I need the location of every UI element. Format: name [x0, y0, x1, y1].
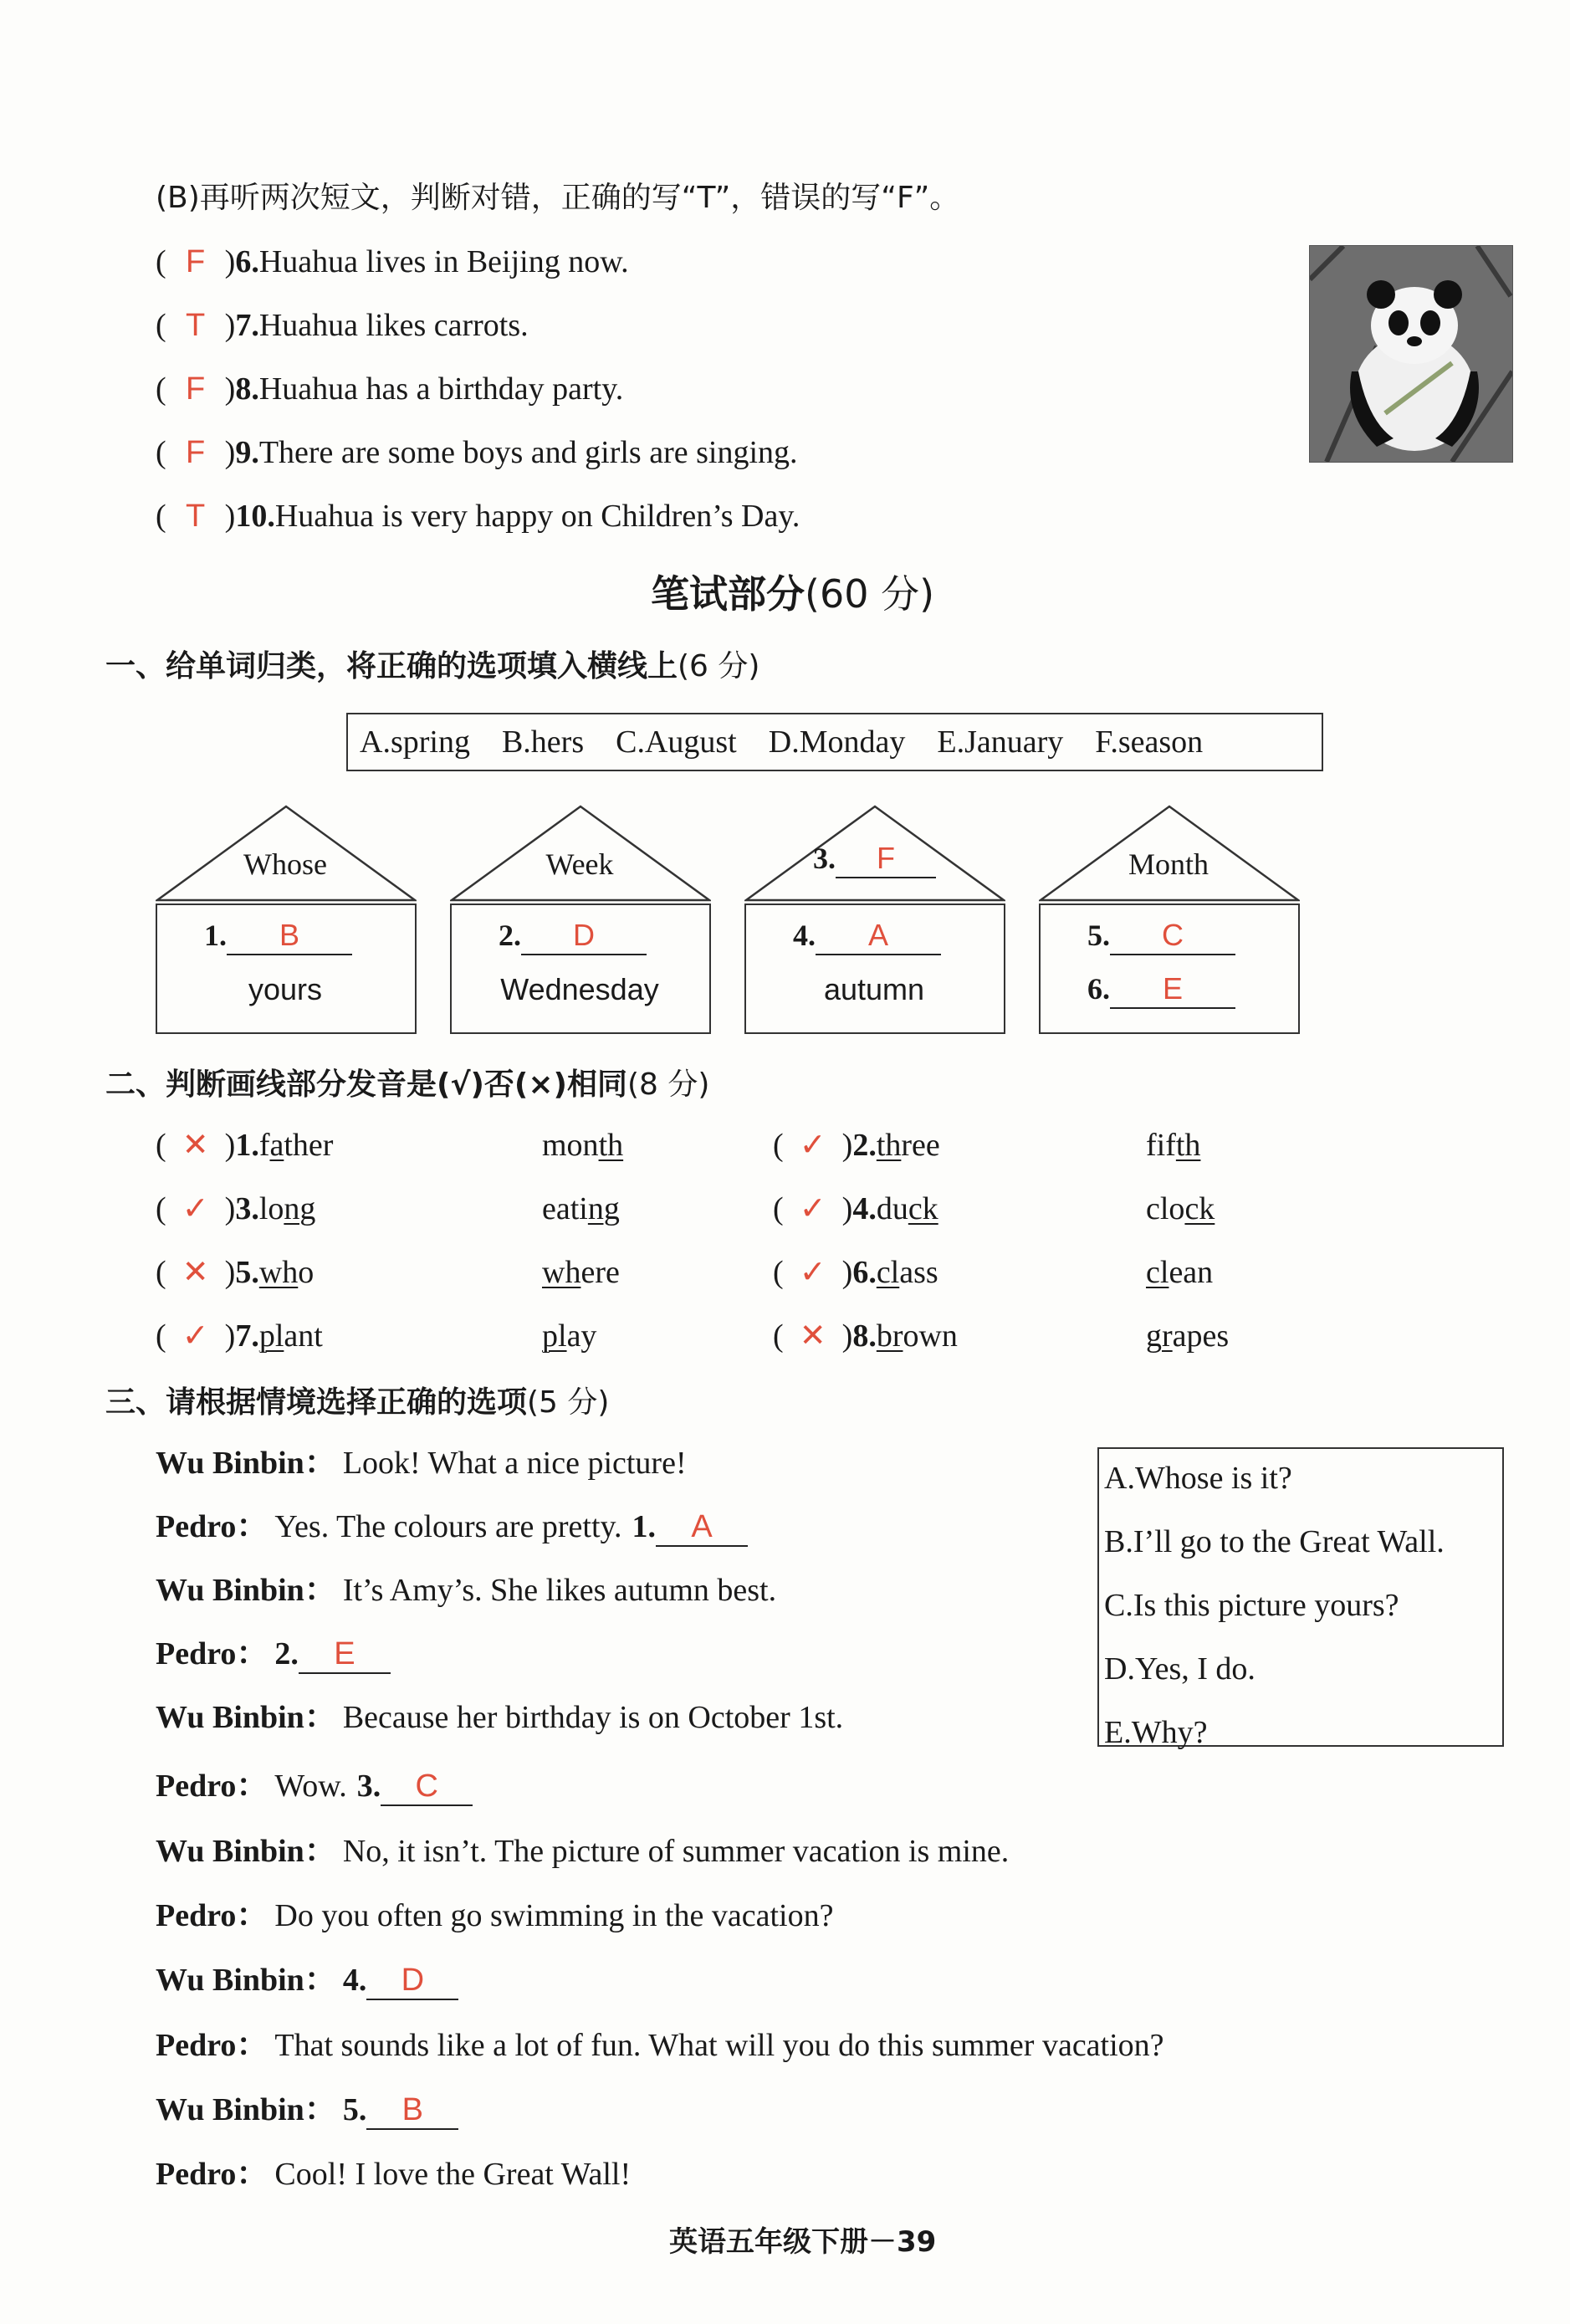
dialogue-text: It’s Amy’s. She likes autumn best. [342, 1573, 777, 1608]
blank-number: 3. [813, 842, 836, 875]
sec2-item [156, 1315, 323, 1357]
dialogue-line [156, 1959, 458, 2001]
speaker-colon: ： [304, 1573, 336, 1608]
answer-mark: E [1110, 970, 1235, 1009]
answer-mark: ✓ [799, 1255, 826, 1290]
sec2-compare-word [542, 1124, 623, 1166]
paren-close: ) [841, 1318, 853, 1354]
partB-item [156, 432, 798, 474]
speaker-colon: ： [304, 1700, 336, 1735]
paren-close: ) [224, 308, 236, 343]
sec2-compare-word [542, 1188, 620, 1230]
sec3-points: (5 分) [527, 1385, 610, 1420]
speaker-colon: ： [236, 1898, 268, 1933]
partB-instruction: (B)再听两次短文，判断对错，正确的写“T”，错误的写“F”。 [156, 181, 960, 215]
page-footer [669, 2219, 936, 2260]
paren-close: ) [841, 1191, 853, 1226]
item-number: 6. [852, 1255, 877, 1290]
dialogue-line [156, 2025, 1174, 2066]
item-number: 5. [235, 1255, 259, 1290]
dialogue-text: Yes. The colours are pretty. [274, 1509, 622, 1544]
speaker-name: Pedro [156, 2028, 237, 2063]
item-text: Huahua lives in Beijing now. [258, 244, 629, 279]
dialogue-text: Look! What a nice picture! [342, 1446, 687, 1481]
sec3-heading [105, 1379, 609, 1421]
sec3-option-box [1097, 1447, 1504, 1750]
answer-mark: A [816, 917, 941, 955]
item-text: There are some boys and girls are singing. [258, 435, 798, 470]
paren-close: ) [224, 1128, 236, 1163]
paren-close: ) [224, 371, 236, 407]
house-blank-1 [1087, 917, 1235, 955]
partB-item [156, 305, 529, 346]
sec2-compare-word [1146, 1252, 1213, 1293]
answer-mark: ✓ [799, 1128, 826, 1163]
dialogue-option: A.Whose is it? [1104, 1461, 1292, 1496]
page-number: 39 [897, 2225, 937, 2259]
paren-open: ( [156, 1191, 166, 1226]
speaker-colon: ： [236, 1636, 268, 1671]
sec1-option-list [360, 721, 1235, 763]
footer-sep: － [868, 2225, 897, 2259]
speaker-colon: ： [236, 2157, 268, 2192]
dialogue-option: B.I’ll go to the Great Wall. [1104, 1524, 1445, 1559]
sec2-item [156, 1252, 314, 1293]
house-roof-label: Month [1128, 847, 1209, 881]
house-example-word: Wednesday [500, 972, 659, 1006]
answer-mark: E [299, 1636, 391, 1674]
word-option: D.Monday [768, 724, 906, 760]
dialogue-line [156, 1895, 843, 1937]
word1-part: ant [284, 1318, 323, 1354]
answer-mark: ✓ [182, 1318, 209, 1354]
word1-part: own [903, 1318, 958, 1354]
word2-underlined: cl [1146, 1255, 1169, 1290]
word1-underlined: th [876, 1128, 902, 1163]
dialogue-option: D.Yes, I do. [1104, 1651, 1255, 1687]
blank-number: 1. [632, 1509, 657, 1544]
written-section-title [651, 564, 934, 619]
dialogue-text: Cool! I love the Great Wall! [274, 2157, 632, 2192]
word2-underlined: gr [1146, 1318, 1173, 1354]
word2-part: apes [1172, 1318, 1230, 1354]
written-title-text: 笔试部分 [651, 571, 805, 617]
answer-mark: ✕ [182, 1255, 209, 1290]
word2-underlined: ng [587, 1191, 620, 1226]
answer-mark: A [656, 1508, 748, 1547]
word1-underlined: ng [284, 1191, 316, 1226]
word1-underlined: br [876, 1318, 903, 1354]
partB-item [156, 241, 629, 283]
speaker-colon: ： [304, 2092, 336, 2127]
paren-close: ) [224, 499, 236, 534]
blank-number: 4. [793, 919, 816, 952]
word1-underlined: wh [258, 1255, 299, 1290]
word2-part: ay [566, 1318, 597, 1354]
answer-mark: B [366, 2091, 458, 2130]
answer-mark: D [521, 917, 647, 955]
word2-part: fif [1146, 1128, 1176, 1163]
sec2-item [773, 1252, 938, 1293]
footer-label: 英语五年级下册 [669, 2225, 868, 2259]
item-number: 7. [235, 1318, 259, 1354]
paren-open: ( [156, 1255, 166, 1290]
word2-part: ean [1169, 1255, 1214, 1290]
paren-open: ( [773, 1128, 784, 1163]
word-option: F.season [1095, 724, 1204, 760]
word2-part: ere [580, 1255, 620, 1290]
word2-underlined: pl [542, 1318, 567, 1354]
sec2-heading [105, 1061, 709, 1103]
word2-part: clo [1146, 1191, 1185, 1226]
paren-open: ( [773, 1255, 784, 1290]
word1-part: lo [258, 1191, 284, 1226]
answer-mark: F [836, 840, 936, 878]
paren-open: ( [156, 435, 166, 470]
paren-open: ( [156, 244, 166, 279]
item-number: 4. [852, 1191, 877, 1226]
sec2-compare-word [1146, 1124, 1200, 1166]
speaker-colon: ： [304, 1834, 336, 1869]
blank-number: 5. [1087, 919, 1110, 952]
word1-part: f [258, 1128, 270, 1163]
speaker-name: Pedro [156, 1636, 237, 1671]
sec1-points: (6 分) [678, 649, 760, 683]
item-number: 2. [852, 1128, 877, 1163]
dialogue-line [156, 1442, 697, 1484]
panda-icon [1310, 246, 1512, 462]
sec2-compare-word [542, 1252, 620, 1293]
sec2-compare-word [1146, 1315, 1229, 1357]
item-number: 8. [852, 1318, 877, 1354]
speaker-name: Pedro [156, 1898, 237, 1933]
item-number: 7. [235, 308, 259, 343]
house-example-word: yours [248, 972, 323, 1006]
house-blank-1 [793, 917, 941, 955]
dialogue-line [156, 2153, 641, 2195]
item-text: Huahua has a birthday party. [258, 371, 624, 407]
paren-open: ( [773, 1191, 784, 1226]
speaker-name: Wu Binbin [156, 1573, 304, 1608]
sec2-item [773, 1188, 938, 1230]
house-blank-1 [204, 917, 352, 955]
dialogue-line [156, 1633, 391, 1675]
item-text: Huahua likes carrots. [258, 308, 529, 343]
item-text: Huahua is very happy on Children’s Day. [274, 499, 800, 534]
sec2-item [773, 1124, 940, 1166]
sec1-heading [105, 642, 759, 685]
paren-close: ) [224, 1191, 236, 1226]
paren-close: ) [224, 435, 236, 470]
paren-open: ( [156, 371, 166, 407]
word2-underlined: ck [1184, 1191, 1215, 1226]
blank-number: 4. [342, 1963, 367, 1998]
sec1-title: 一、给单词归类，将正确的选项填入横线上 [105, 649, 678, 683]
paren-open: ( [156, 499, 166, 534]
dialogue-text: Do you often go swimming in the vacation? [274, 1898, 834, 1933]
speaker-name: Pedro [156, 1509, 237, 1544]
partB-item [156, 368, 623, 410]
paren-open: ( [156, 1128, 166, 1163]
speaker-name: Pedro [156, 2157, 237, 2192]
dialogue-line [156, 1569, 786, 1611]
blank-number: 2. [499, 919, 521, 952]
house-blank-2 [1087, 970, 1235, 1009]
word1-part: du [876, 1191, 908, 1226]
partB-item [156, 495, 800, 537]
blank-number: 6. [1087, 972, 1110, 1006]
speaker-name: Wu Binbin [156, 1963, 304, 1998]
speaker-colon: ： [236, 1769, 268, 1804]
sec2-compare-word [542, 1315, 596, 1357]
paren-close: ) [224, 1255, 236, 1290]
house-roof-label: Whose [243, 847, 327, 881]
item-number: 10. [235, 499, 275, 534]
dialogue-text: That sounds like a lot of fun. What will you do this summer vacation? [274, 2028, 1164, 2063]
answer-mark: ✓ [799, 1191, 826, 1226]
panda-photo [1309, 245, 1513, 463]
paren-close: ) [841, 1128, 853, 1163]
speaker-colon: ： [304, 1446, 336, 1481]
item-number: 9. [235, 435, 259, 470]
sec2-item [156, 1124, 333, 1166]
sec2-item [156, 1188, 315, 1230]
item-number: 8. [235, 371, 259, 407]
word1-part: ass [899, 1255, 938, 1290]
house-roof-label: Week [545, 847, 614, 881]
answer-mark: C [381, 1768, 473, 1806]
sec2-points: (8 分) [627, 1067, 710, 1102]
word2-underlined: wh [542, 1255, 581, 1290]
dialogue-option: E.Why? [1104, 1715, 1208, 1750]
speaker-name: Wu Binbin [156, 1446, 304, 1481]
dialogue-option: C.Is this picture yours? [1104, 1588, 1399, 1623]
dialogue-line [156, 2089, 458, 2131]
answer-mark: F [186, 244, 206, 279]
sec3-title: 三、请根据情境选择正确的选项 [105, 1385, 528, 1420]
dialogue-line [156, 1697, 853, 1738]
paren-open: ( [156, 308, 166, 343]
answer-mark: F [186, 435, 206, 470]
word-option: A.spring [360, 724, 470, 760]
word2-part: eati [542, 1191, 588, 1226]
item-number: 1. [235, 1128, 259, 1163]
dialogue-text: Wow. [274, 1769, 347, 1804]
answer-mark: ✓ [182, 1191, 209, 1226]
speaker-name: Wu Binbin [156, 2092, 304, 2127]
dialogue-text: No, it isn’t. The picture of summer vacation is mine. [342, 1834, 1010, 1869]
sec2-item [773, 1315, 958, 1357]
answer-mark: B [227, 917, 352, 955]
speaker-name: Wu Binbin [156, 1700, 304, 1735]
sec2-compare-word [1146, 1188, 1215, 1230]
paren-close: ) [224, 1318, 236, 1354]
speaker-name: Pedro [156, 1769, 237, 1804]
sec2-title: 二、判断画线部分发音是(√)否(×)相同 [105, 1067, 627, 1102]
speaker-colon: ： [304, 1963, 336, 1998]
word1-underlined: pl [258, 1318, 284, 1354]
paren-open: ( [773, 1318, 784, 1354]
item-number: 3. [235, 1191, 259, 1226]
word-option: E.January [937, 724, 1064, 760]
word1-underlined: cl [876, 1255, 900, 1290]
dialogue-line [156, 1765, 473, 1807]
blank-number: 3. [356, 1769, 381, 1804]
paren-open: ( [156, 1318, 166, 1354]
answer-mark: D [366, 1962, 458, 2000]
word-option: C.August [616, 724, 737, 760]
written-points: (60 分) [805, 571, 935, 617]
item-number: 6. [235, 244, 259, 279]
house-roof-blank [813, 840, 936, 878]
answer-mark: ✕ [799, 1318, 826, 1354]
answer-mark: ✕ [182, 1128, 209, 1163]
word1-part: o [298, 1255, 315, 1290]
word1-underlined: ck [908, 1191, 938, 1226]
word2-underlined: th [1175, 1128, 1201, 1163]
blank-number: 2. [274, 1636, 299, 1671]
dialogue-line [156, 1506, 748, 1548]
sec1-option-box [346, 713, 1323, 771]
blank-number: 1. [204, 919, 227, 952]
answer-mark: C [1110, 917, 1235, 955]
word2-underlined: th [598, 1128, 624, 1163]
speaker-colon: ： [236, 1509, 268, 1544]
speaker-name: Wu Binbin [156, 1834, 304, 1869]
word-option: B.hers [501, 724, 585, 760]
answer-mark: T [186, 499, 206, 534]
dialogue-line [156, 1830, 1019, 1872]
word1-underlined: a [269, 1128, 284, 1163]
paren-close: ) [841, 1255, 853, 1290]
blank-number: 5. [342, 2092, 367, 2127]
house-example-word: autumn [823, 972, 925, 1006]
dialogue-text: Because her birthday is on October 1st. [342, 1700, 844, 1735]
answer-mark: T [186, 308, 206, 343]
word1-part: ther [284, 1128, 334, 1163]
word1-part: ree [901, 1128, 940, 1163]
house-blank-1 [499, 917, 647, 955]
word2-part: mon [542, 1128, 599, 1163]
speaker-colon: ： [236, 2028, 268, 2063]
answer-mark: F [186, 371, 206, 407]
paren-close: ) [224, 244, 236, 279]
